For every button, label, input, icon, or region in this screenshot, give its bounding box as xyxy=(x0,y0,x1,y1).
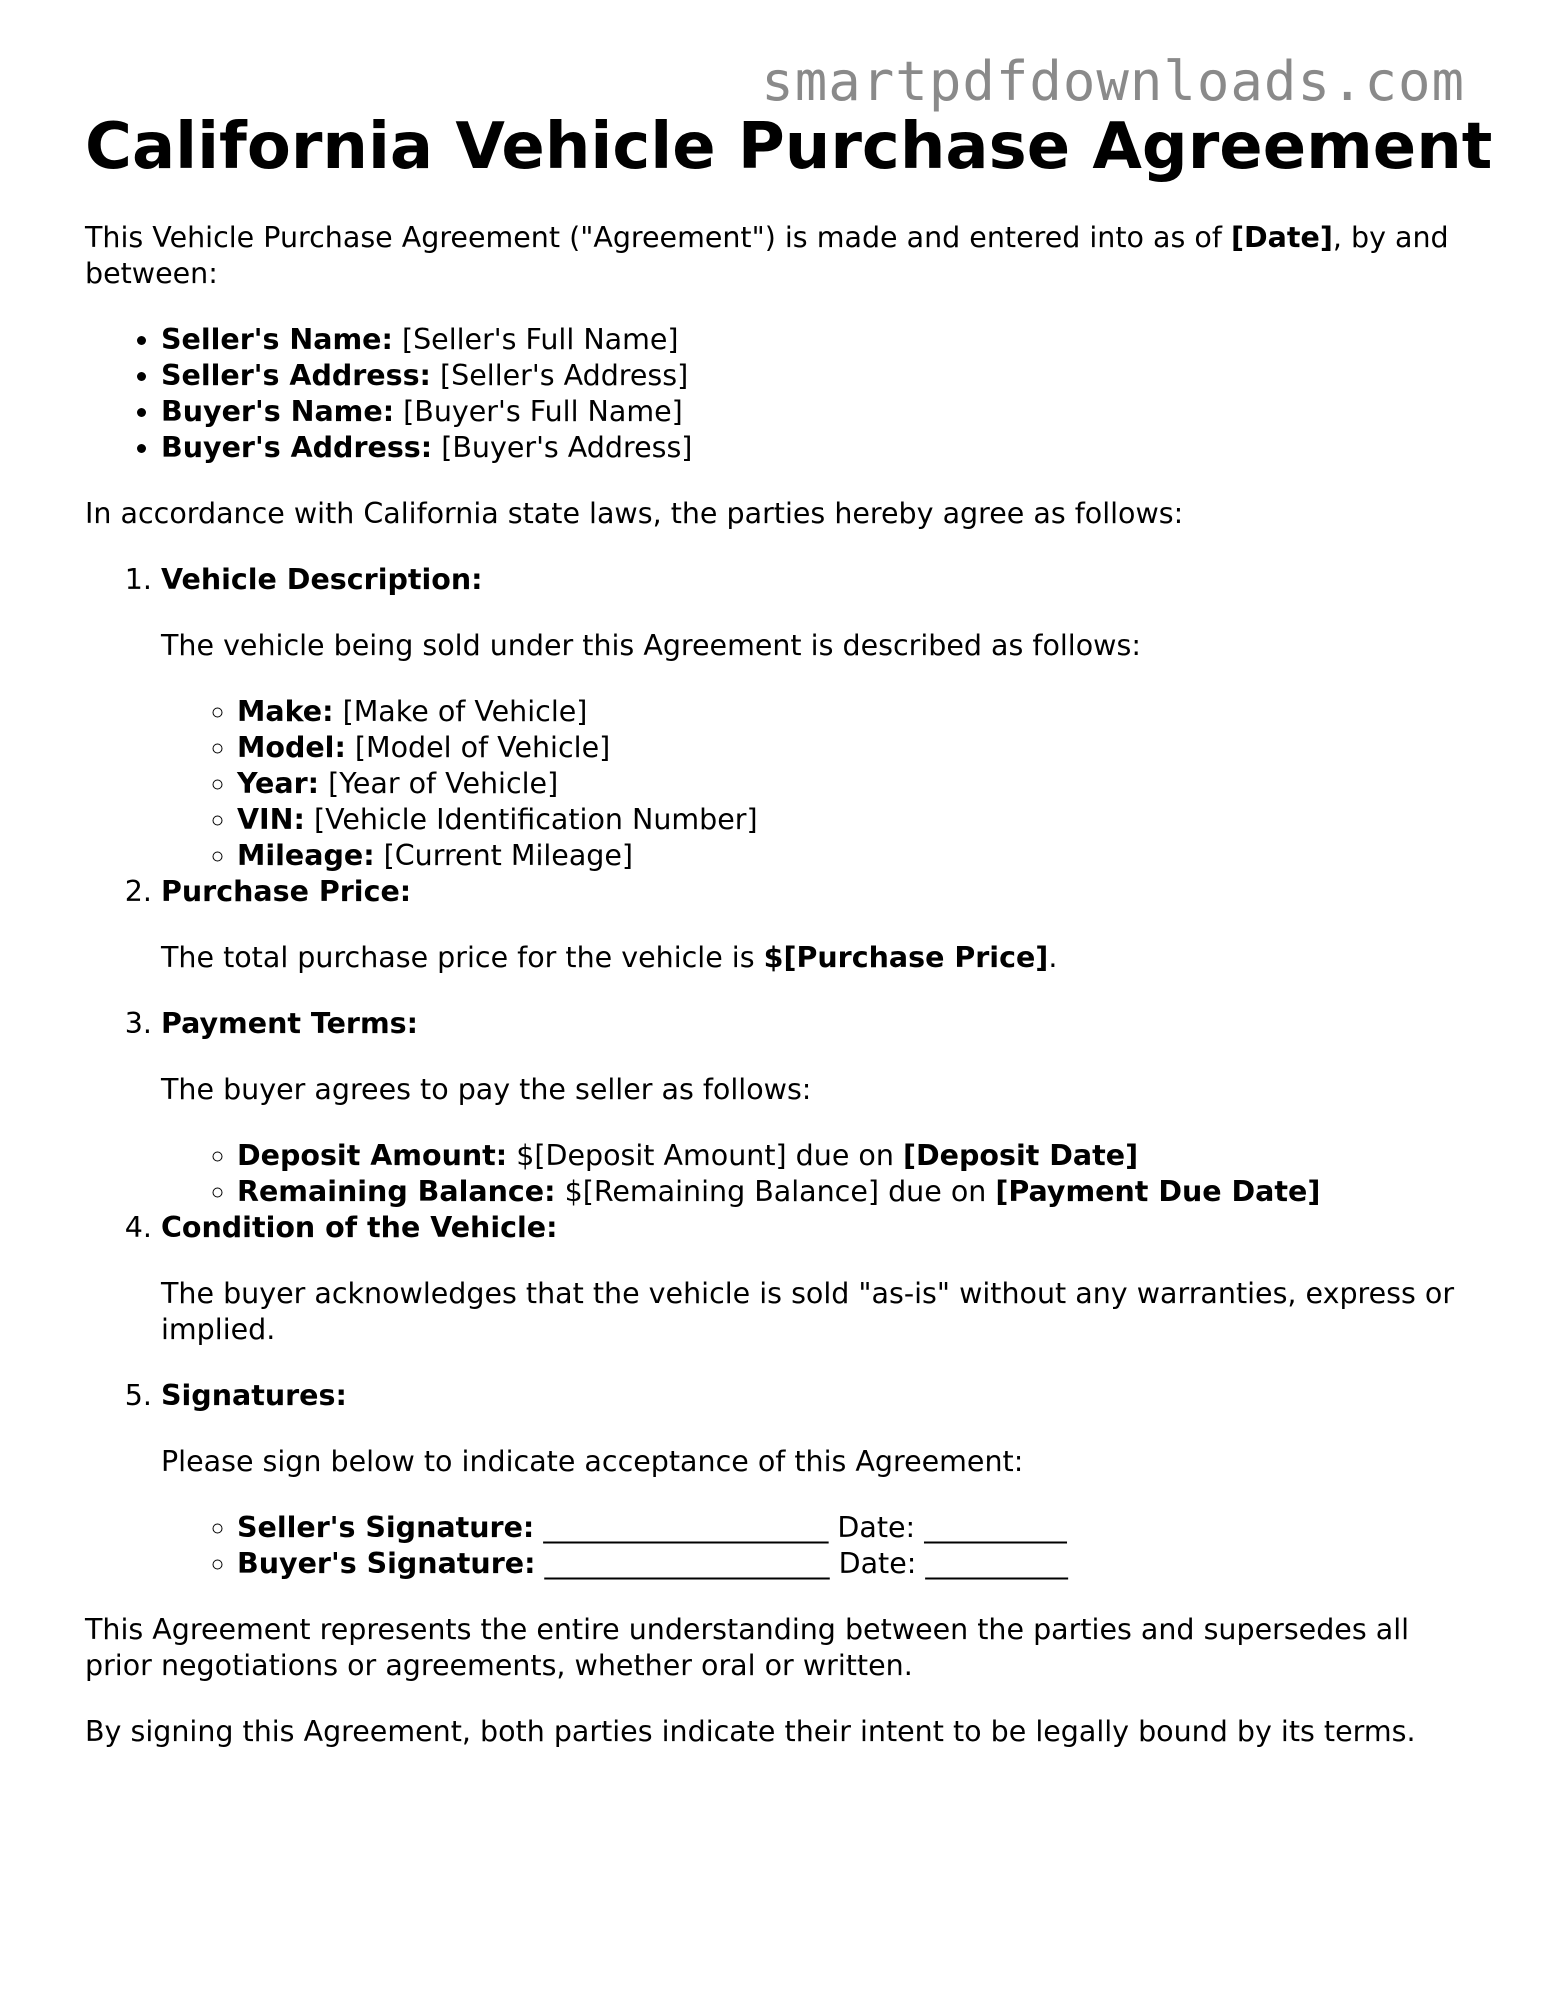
signature-label: Seller's Signature: xyxy=(237,1511,535,1544)
section-condition xyxy=(161,1210,1465,1348)
party-label: Seller's Address: xyxy=(161,359,431,392)
signatures-list xyxy=(161,1510,1465,1582)
detail-label: VIN: xyxy=(237,803,305,836)
list-item xyxy=(237,802,1465,838)
date-placeholder: [Date] xyxy=(1230,221,1333,254)
term-value: $[Remaining Balance] due on xyxy=(555,1175,996,1208)
intro-text-end: , by and between: xyxy=(85,221,1449,290)
list-item xyxy=(161,358,1465,394)
party-value: [Seller's Address] xyxy=(430,359,689,392)
section-title: Vehicle Description: xyxy=(161,563,483,596)
term-date: [Deposit Date] xyxy=(903,1139,1139,1172)
detail-value: [Current Mileage] xyxy=(374,839,634,872)
party-value: [Seller's Full Name] xyxy=(392,323,679,356)
party-value: [Buyer's Address] xyxy=(432,431,693,464)
payment-terms-list xyxy=(161,1138,1465,1210)
detail-value: [Make of Vehicle] xyxy=(333,695,588,728)
section-payment xyxy=(161,1006,1465,1210)
signature-line: ____________________ Date: __________ xyxy=(534,1511,1067,1544)
party-value: [Buyer's Full Name] xyxy=(394,395,683,428)
section-title: Condition of the Vehicle: xyxy=(161,1211,558,1244)
term-value: $[Deposit Amount] due on xyxy=(507,1139,903,1172)
watermark: smartpdfdownloads.com xyxy=(761,50,1465,113)
term-date: [Payment Due Date] xyxy=(995,1175,1321,1208)
section-price xyxy=(161,874,1465,976)
section-signatures xyxy=(161,1378,1465,1582)
list-item xyxy=(161,322,1465,358)
detail-value: [Vehicle Identification Number] xyxy=(304,803,758,836)
document-title: California Vehicle Purchase Agreement xyxy=(85,110,1493,184)
section-description xyxy=(161,940,1465,976)
closing-paragraph: This Agreement represents the entire understanding between the parties and supersedes all prior negotiations or agreements, whether oral or written. xyxy=(85,1613,1410,1682)
list-item xyxy=(237,766,1465,802)
price-text-end: . xyxy=(1048,941,1058,974)
section-description: The buyer acknowledges that the vehicle is sold "as-is" without any warranties, express or implied. xyxy=(161,1277,1455,1346)
intro-paragraph xyxy=(85,220,1465,292)
intro-text: This Vehicle Purchase Agreement ("Agreement") is made and entered into as of xyxy=(85,221,1231,254)
parties-list xyxy=(85,322,1465,466)
document-body xyxy=(85,108,1493,1750)
list-item xyxy=(237,838,1465,874)
price-text: The total purchase price for the vehicle is xyxy=(161,941,764,974)
section-vehicle xyxy=(161,562,1465,874)
vehicle-details-list xyxy=(161,694,1465,874)
section-description: The buyer agrees to pay the seller as follows: xyxy=(161,1073,812,1106)
sections-list xyxy=(85,562,1465,1582)
section-description: The vehicle being sold under this Agreement is described as follows: xyxy=(161,629,1141,662)
term-label: Deposit Amount: xyxy=(237,1139,508,1172)
list-item xyxy=(161,394,1465,430)
signature-line: ____________________ Date: __________ xyxy=(535,1547,1068,1580)
detail-label: Year: xyxy=(237,767,320,800)
accordance-paragraph: In accordance with California state laws, the parties hereby agree as follows: xyxy=(85,497,1184,530)
detail-label: Model: xyxy=(237,731,346,764)
detail-label: Mileage: xyxy=(237,839,375,872)
party-label: Buyer's Name: xyxy=(161,395,395,428)
list-item xyxy=(237,1174,1465,1210)
section-title: Purchase Price: xyxy=(161,875,412,908)
term-label: Remaining Balance: xyxy=(237,1175,556,1208)
section-title: Signatures: xyxy=(161,1379,347,1412)
detail-value: [Model of Vehicle] xyxy=(345,731,611,764)
list-item xyxy=(237,1138,1465,1174)
section-title: Payment Terms: xyxy=(161,1007,419,1040)
detail-label: Make: xyxy=(237,695,334,728)
list-item xyxy=(237,730,1465,766)
signature-label: Buyer's Signature: xyxy=(237,1547,536,1580)
party-label: Seller's Name: xyxy=(161,323,393,356)
price-placeholder: $[Purchase Price] xyxy=(763,941,1049,974)
party-label: Buyer's Address: xyxy=(161,431,433,464)
final-paragraph: By signing this Agreement, both parties indicate their intent to be legally bound by its terms. xyxy=(85,1715,1416,1748)
list-item xyxy=(237,1510,1465,1546)
detail-value: [Year of Vehicle] xyxy=(319,767,559,800)
list-item xyxy=(161,430,1465,466)
list-item xyxy=(237,694,1465,730)
list-item xyxy=(237,1546,1465,1582)
section-description: Please sign below to indicate acceptance of this Agreement: xyxy=(161,1445,1024,1478)
